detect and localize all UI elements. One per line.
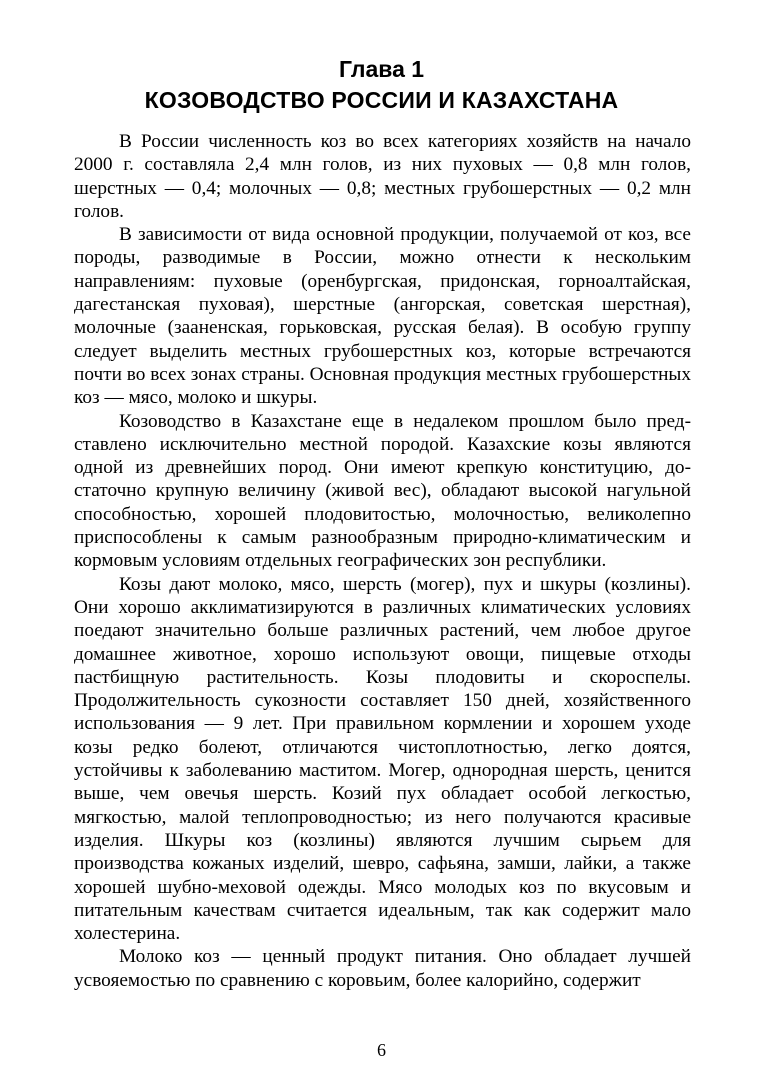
paragraph-goat-products: Козы дают молоко, мясо, шерсть (могер), пух и шкуры (козлины). Они хорошо акклиматизируются в различных климатических условиях поедают значительно больше различных растений, чем любое другое домашнее животное, хорошо используют овощи, пищевые отходы пастбищную растительность. Козы плодовиты и скороспелы. Продолжительность сукозности составляет 150 дней, хозяйственного использования — 9 лет. При правильном кормлении и хорошем уходе козы редко болеют, отличаются чистоплотностью, легко доятся, устойчивы к заболеванию маститом. Могер, однородная шерсть, ценится выше, чем овечья шерсть. Козий пух обладает особой легкостью, мягкостью, малой теплопроводностью; из него получаются красивые изделия. Шкуры коз (козлины) являются лучшим сырьем для производства кожаных изделий, шевро, сафьяна, замши, лайки, а также хорошей шубно-меховой одежды. Мясо молодых коз по вкусовым и питательным качествам считается идеальным, так как содержит мало холестерина. bbox=[74, 573, 691, 945]
chapter-label: Глава 1 bbox=[338, 56, 425, 82]
body-text bbox=[74, 130, 691, 992]
paragraph-kazakhstan: Козоводство в Казахстане еще в недалеком прошлом было представлено исключительно местной породой. Казахские козы являются одной из древнейших пород. Они имеют крепкую конституцию, достаточно крупную величину (живой вес), обладают высокой нагульной способностью, хорошей плодовитостью, молочностью, великолепно приспособлены к самым разнообразным природно-климатическим и кормовым условиям отдельных географических зон республики. bbox=[74, 410, 691, 572]
paragraph-breed-directions: В зависимости от вида основной продукции, получаемой от коз, все породы, разводимые в России, можно отнести к нескольким направлениям: пуховые (оренбургская, придонская, горноалтайская, дагестанская пуховая), шерстные (ангорская, советская шерстная), молочные (зааненская, горьковская, русская белая). В особую группу следует выделить местных грубошерстных коз, которые встречаются почти во всех зонах страны. Основная продукция местных грубошерстных коз — мясо, молоко и шкуры. bbox=[74, 224, 691, 409]
chapter-heading bbox=[0, 54, 763, 116]
paragraph-goat-milk: Молоко коз — ценный продукт питания. Оно обладает лучшей усвояемостью по сравнению с коровьим, более калорийно, содержит bbox=[74, 946, 691, 991]
chapter-title: КОЗОВОДСТВО РОССИИ И КАЗАХСТАНА bbox=[144, 87, 619, 113]
paragraph-goat-numbers: В России численность коз во всех категориях хозяйств на начало 2000 г. составляла 2,4 млн голов, из них пуховых — 0,8 млн голов, шерстных — 0,4; молочных — 0,8; местных грубошерстных — 0,2 млн голов. bbox=[74, 131, 691, 222]
page-number: 6 bbox=[377, 1040, 386, 1060]
